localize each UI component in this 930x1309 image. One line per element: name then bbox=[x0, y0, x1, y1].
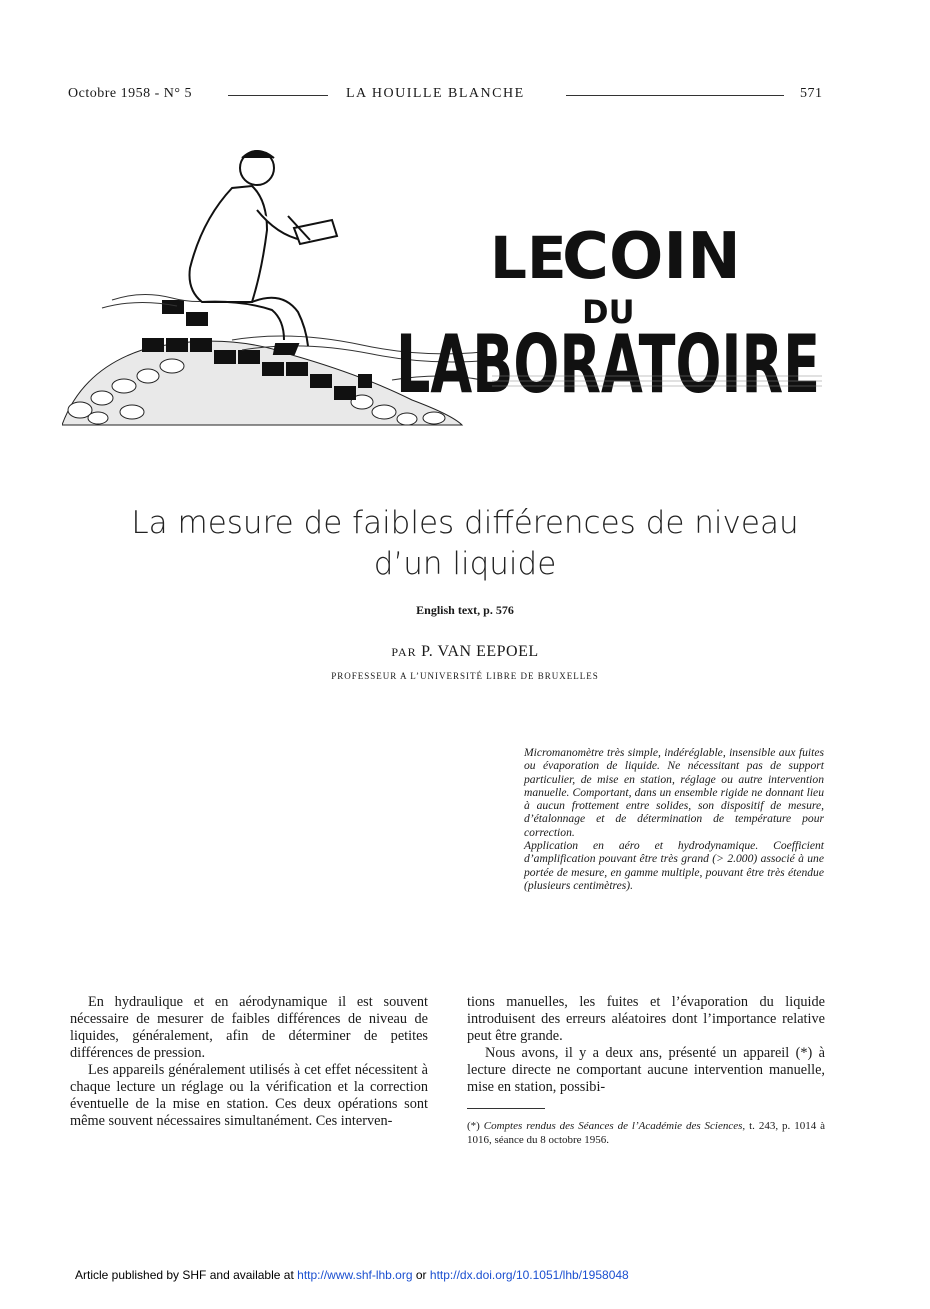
body-paragraph: En hydraulique et en aérodynamique il est souvent nécessaire de mesurer de faibles différences de niveau de liquides, généralement, afin de déterminer de petites différences de pression. bbox=[70, 994, 428, 1061]
logo-coin-prefix: LE bbox=[490, 224, 567, 292]
abstract-paragraph-1: Micromanomètre très simple, indéréglable, insensible aux fuites ou évaporation de liquide. Ne nécessitant pas de support particulier, de mise en station, réglage ou autre intervention manuelle. Comportant, dans un ensemble rigide ne donnant lieu à aucun frottement entre solides, son dispositif de mesure, d’étalonnage et de détermination de température pour correction. bbox=[524, 746, 824, 839]
article-title-line1: La mesure de faibles différences de niveau bbox=[131, 505, 799, 541]
doi-link[interactable]: http://dx.doi.org/10.1051/lhb/1958048 bbox=[429, 1268, 629, 1282]
footnote-details: t. 243, p. 1014 à 1016, séance du 8 octobre 1956. bbox=[467, 1120, 826, 1146]
footnote-rule bbox=[467, 1108, 545, 1109]
body-paragraph: tions manuelles, les fuites et l’évaporation du liquide introduisent des erreurs aléatoires dont l’importance relative peut être grande. bbox=[467, 994, 825, 1044]
page-number: 571 bbox=[800, 86, 823, 101]
scientist-figure bbox=[190, 151, 338, 354]
lab-corner-illustration bbox=[62, 140, 824, 430]
body-paragraph: Les appareils généralement utilisés à cet effet nécessitent à chaque lecture un réglage ou la vérification et la correction éventuelle de la mise en station. Ces deux opérations sont même souvent nécessaires simultanément. Ces interven- bbox=[70, 1062, 428, 1129]
author-name: P. VAN EEPOEL bbox=[421, 643, 539, 660]
abstract-paragraph-2: Application en aéro et hydrodynamique. Coefficient d’amplification pouvant être très grand (> 2.000) associé à une portée de mesure, en gamme multiple, pouvant être très étendue (plusieurs centimètres). bbox=[524, 839, 824, 892]
running-header-journal: LA HOUILLE BLANCHE bbox=[346, 86, 525, 101]
logo-du: DU bbox=[582, 293, 635, 331]
footnote-marker: (*) bbox=[467, 1120, 480, 1132]
footnote bbox=[467, 1119, 825, 1147]
body-paragraph: Nous avons, il y a deux ans, présenté un appareil (*) à lecture directe ne comportant aucune intervention manuelle, mise en station, possibi- bbox=[467, 1045, 825, 1095]
article-title-line2: d’un liquide bbox=[373, 546, 557, 582]
publication-prefix: Article published by SHF and available at bbox=[75, 1268, 294, 1282]
body-column-right bbox=[467, 994, 825, 1096]
body-column-left bbox=[70, 994, 428, 1130]
shf-link[interactable]: http://www.shf-lhb.org bbox=[297, 1268, 413, 1282]
english-text-reference: English text, p. 576 bbox=[416, 603, 514, 617]
header-rule-right bbox=[566, 95, 784, 96]
running-header-issue: Octobre 1958 - N° 5 bbox=[68, 86, 192, 101]
byline bbox=[0, 643, 930, 661]
publication-notice bbox=[75, 1268, 629, 1282]
header-rule-left bbox=[228, 95, 328, 96]
logo-coin-word: COIN bbox=[562, 220, 741, 294]
publication-or: or bbox=[415, 1268, 427, 1282]
byline-prefix: PAR bbox=[391, 645, 417, 659]
author-affiliation: PROFESSEUR A L’UNIVERSITÉ LIBRE DE BRUXELLES bbox=[331, 671, 599, 681]
abstract bbox=[524, 746, 824, 892]
footnote-source: Comptes rendus des Séances de l’Académie des Sciences, bbox=[483, 1120, 746, 1132]
logo-laboratoire: LABORATOIRE bbox=[396, 318, 820, 411]
